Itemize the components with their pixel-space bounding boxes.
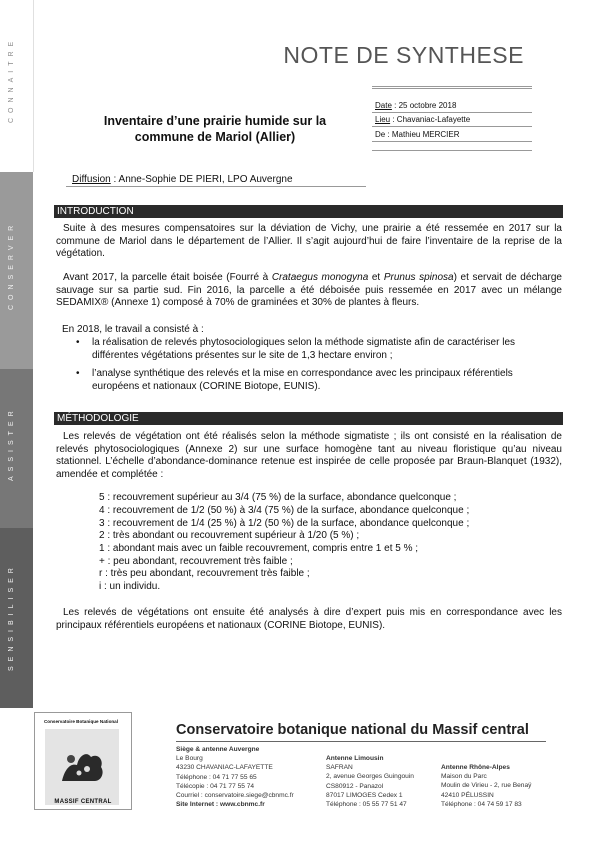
footer-col-auvergne: [176, 745, 326, 809]
section-methodologie-heading: MÉTHODOLOGIE: [54, 412, 563, 425]
strip-sensibiliser: [0, 528, 33, 708]
strip-conserver: [0, 172, 33, 369]
intro-p2-text-c: et: [368, 272, 384, 283]
footer-col1-line: Téléphone : 04 71 77 55 65: [176, 773, 257, 781]
footer-col2-line: 2, avenue Georges Guingouin: [326, 773, 414, 781]
intro-paragraph-2: [56, 272, 562, 310]
logo-bottom-text: MASSIF CENTRAL: [54, 799, 112, 805]
organization-name: Conservatoire botanique national du Massif central: [176, 722, 529, 738]
meta-lieu: [375, 115, 535, 124]
document-title: [80, 113, 350, 145]
footer-col1-line: Courriel : conservatoire.siege@cbnmc.fr: [176, 792, 294, 800]
footer-col3-line: Téléphone : 04 74 59 17 83: [441, 800, 522, 808]
note-title: NOTE DE SYNTHESE: [283, 42, 524, 68]
method-paragraph-2: Les relevés de végétations ont ensuite été analysés à dire d’expert puis mis en correspondance avec les principaux référentiels européens et nationaux (CORINE Biotope, EUNIS).: [56, 607, 562, 631]
intro-p2-text-a: Avant 2017, la parcelle était boisée (Fourré à: [63, 272, 272, 283]
scale-item-i: i : un individu.: [99, 581, 161, 592]
intro-p2-species-2: Prunus spinosa: [383, 272, 454, 283]
section-introduction-heading: INTRODUCTION: [54, 205, 563, 218]
intro-paragraph-3: En 2018, le travail a consisté à :: [62, 324, 204, 335]
scale-item-plus: + : peu abondant, recouvrement très faible ;: [99, 556, 293, 567]
footer-col3-line: 42410 PÉLUSSIN: [441, 791, 494, 799]
footer-col1-title: Siège & antenne Auvergne: [176, 746, 260, 753]
footer-col2-line: Téléphone : 05 55 77 51 47: [326, 801, 407, 809]
strip-label-conserver: CONSERVER: [8, 220, 15, 310]
scale-item-4: 4 : recouvrement de 1/2 (50 %) à 3/4 (75 %) de la surface, abondance quelconque ;: [99, 505, 470, 516]
footer-col2-line: SAFRAN: [326, 764, 353, 772]
cbnmc-logo: [34, 712, 132, 810]
meta-de: De : Mathieu MERCIER: [375, 130, 460, 139]
strip-label-assister: ASSISTER: [8, 406, 15, 482]
diffusion-value: : Anne-Sophie DE PIERI, LPO Auvergne: [110, 174, 293, 185]
scale-item-r: r : très peu abondant, recouvrement très faible ;: [99, 568, 310, 579]
footer-col1-website: Site Internet : www.cbnmc.fr: [176, 801, 265, 809]
footer-rule: [176, 741, 546, 742]
diffusion-rule: [66, 186, 366, 187]
bullet-marker-1: •: [76, 337, 80, 348]
meta-rule-2: [372, 126, 532, 127]
logo-top-text: Conservatoire Botanique National: [43, 719, 119, 724]
footer-col-rhone-alpes: [441, 763, 551, 809]
header-rule-top: [372, 86, 532, 87]
intro-bullet-1: la réalisation de relevés phytosociologiques selon la méthode sigmatiste afin de caractériser les différentes végétations présentes sur le site de 1,3 hectare environ ;: [92, 337, 516, 361]
footer-col1-line: Le Bourg: [176, 755, 203, 763]
footer-col2-line: 87017 LIMOGES Cedex 1: [326, 791, 403, 799]
intro-p2-species-1: Crataegus monogyna: [271, 272, 369, 283]
strip-label-connaitre: CONNAITRE: [8, 36, 15, 124]
strip-label-sensibiliser: SENSIBILISER: [8, 563, 15, 671]
scale-item-3: 3 : recouvrement de 1/4 (25 %) à 1/2 (50 %) de la surface, abondance quelconque ;: [99, 518, 470, 529]
footer-col-limousin: [326, 754, 438, 809]
meta-rule-3: [372, 141, 532, 142]
intro-p2-text-e: ) et servait de décharge sauvage sur sa partie sud. Fin 2016, la parcelle a été déboisée puis ressemée en 2017 avec un mélange SEDAMIX® (Annexe 1) composé à 70% de graminées et 30% de plantes à fleurs.: [56, 272, 562, 309]
document-title-line2: commune de Mariol (Allier): [134, 130, 296, 144]
scale-item-1: 1 : abondant mais avec un faible recouvrement, compris entre 1 et 5 % ;: [99, 543, 419, 554]
meta-lieu-label: Lieu: [375, 115, 391, 124]
strip-assister: [0, 369, 33, 528]
header-rule-top-2: [372, 88, 532, 89]
bullet-marker-2: •: [76, 368, 80, 379]
scale-item-5: 5 : recouvrement supérieur au 3/4 (75 %) de la surface, abondance quelconque ;: [99, 492, 457, 503]
meta-rule-4: [372, 150, 532, 151]
footer-col2-title: Antenne Limousin: [326, 755, 384, 762]
meta-date-value: : 25 octobre 2018: [391, 101, 457, 110]
plant-emblem-icon: [57, 743, 107, 783]
footer-col3-line: Maison du Parc: [441, 773, 487, 781]
method-paragraph-1: Les relevés de végétation ont été réalisés selon la méthode sigmatiste ; ils ont consisté en la réalisation de relevés phytosociologiques (Annexe 2) sur une surface homogène tant au niveau floristique qu’au niveau stationnel. L’échelle d’abondance-dominance retenue est inspirée de celle proposée par Braun-Blanquet (1932), amendée et complétée :: [56, 431, 562, 480]
diffusion-label: Diffusion: [72, 174, 111, 185]
document-title-line1: Inventaire d’une prairie humide sur la: [103, 114, 327, 128]
footer-col2-line: CS80912 - Panazol: [326, 782, 384, 790]
footer-col1-line: 43230 CHAVANIAC-LAFAYETTE: [176, 764, 273, 772]
meta-date-label: Date: [375, 101, 392, 110]
diffusion-line: [72, 174, 293, 185]
footer-col3-line: Moulin de Virieu - 2, rue Benaÿ: [441, 782, 532, 790]
strip-connaitre: [0, 0, 34, 172]
footer-col3-title: Antenne Rhône-Alpes: [441, 764, 510, 771]
meta-rule-1: [372, 112, 532, 113]
scale-item-2: 2 : très abondant ou recouvrement supérieur à 1/20 (5 %) ;: [99, 530, 360, 541]
meta-date: [375, 101, 535, 110]
meta-lieu-value: : Chavaniac-Lafayette: [390, 115, 471, 124]
intro-bullet-2: l’analyse synthétique des relevés et la mise en correspondance avec les principaux référentiels européens et nationaux (CORINE Biotope, EUNIS).: [92, 368, 513, 392]
intro-paragraph-1: Suite à des mesures compensatoires sur la déviation de Vichy, une prairie a été ressemée en 2017 sur la commune de Mariol dans le département de l’Allier. Il s’agit aujourd’hui de faire l’inventaire de la reprise de la végétation.: [56, 223, 562, 260]
footer-col1-line: Télécopie : 04 71 77 55 74: [176, 782, 255, 790]
